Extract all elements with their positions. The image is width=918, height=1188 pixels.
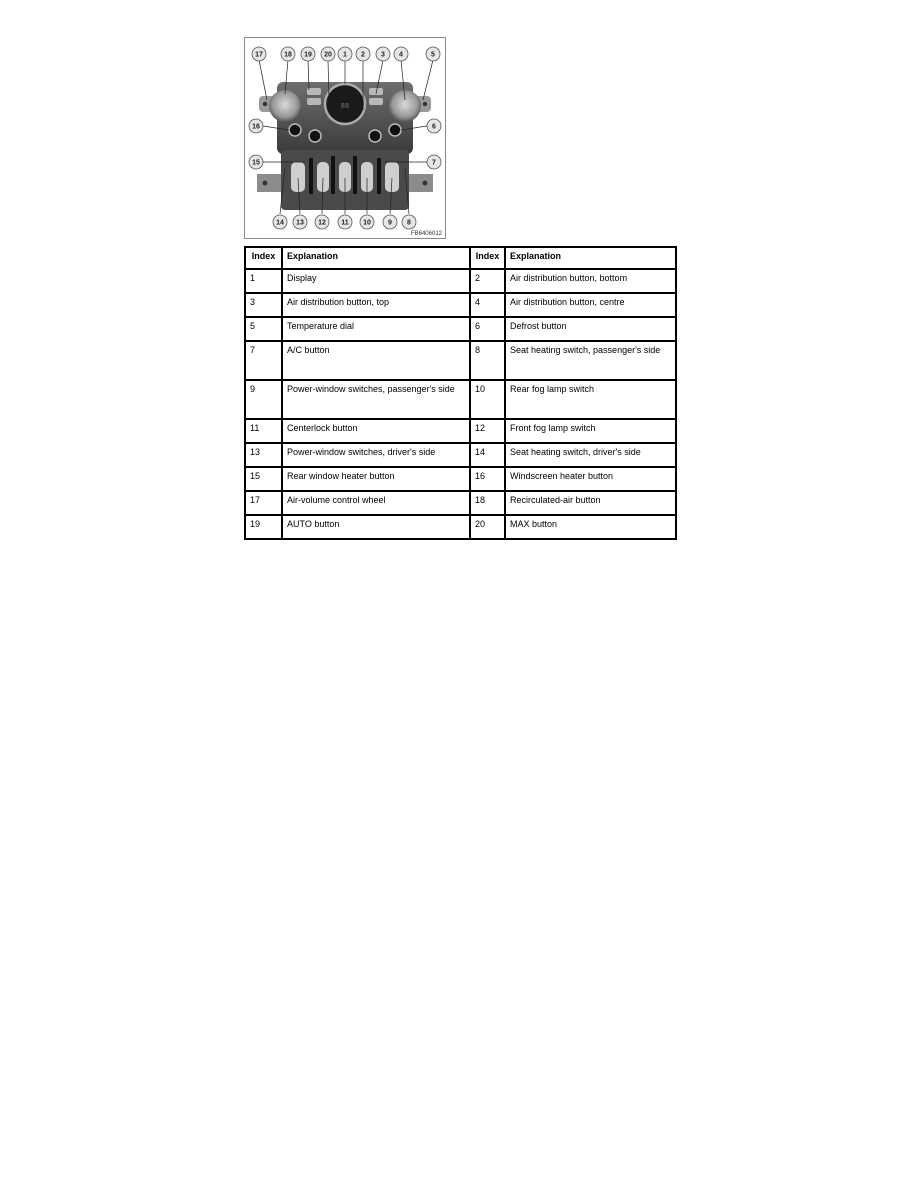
legend-table xyxy=(244,246,677,540)
index-cell: 6 xyxy=(470,317,505,341)
table-row xyxy=(245,467,676,491)
header-explanation-right: Explanation xyxy=(505,247,676,269)
callout-9: 9 xyxy=(388,219,392,227)
explanation-cell: Rear window heater button xyxy=(282,467,470,491)
callout-2: 2 xyxy=(361,51,365,59)
callout-16: 16 xyxy=(252,123,260,131)
index-cell: 7 xyxy=(245,341,282,380)
explanation-cell: Display xyxy=(282,269,470,293)
index-cell: 17 xyxy=(245,491,282,515)
explanation-cell: Recirculated-air button xyxy=(505,491,676,515)
explanation-cell: Defrost button xyxy=(505,317,676,341)
air-volume-wheel xyxy=(269,90,301,122)
index-cell: 10 xyxy=(470,380,505,419)
explanation-cell: Temperature dial xyxy=(282,317,470,341)
callout-20: 20 xyxy=(324,51,332,59)
index-cell: 19 xyxy=(245,515,282,539)
callout-8: 8 xyxy=(407,219,411,227)
explanation-cell: Power-window switches, driver's side xyxy=(282,443,470,467)
center-console-figure xyxy=(244,37,446,239)
table-row xyxy=(245,269,676,293)
table-row xyxy=(245,491,676,515)
callout-6: 6 xyxy=(432,123,436,131)
table-row xyxy=(245,293,676,317)
explanation-cell: Air distribution button, centre xyxy=(505,293,676,317)
index-cell: 3 xyxy=(245,293,282,317)
table-row xyxy=(245,419,676,443)
table-row xyxy=(245,443,676,467)
table-row xyxy=(245,515,676,539)
explanation-cell: Windscreen heater button xyxy=(505,467,676,491)
callout-10: 10 xyxy=(363,219,371,227)
explanation-cell: Power-window switches, passenger's side xyxy=(282,380,470,419)
explanation-cell: MAX button xyxy=(505,515,676,539)
index-cell: 18 xyxy=(470,491,505,515)
table-row xyxy=(245,317,676,341)
callout-17: 17 xyxy=(255,51,263,59)
index-cell: 9 xyxy=(245,380,282,419)
index-cell: 1 xyxy=(245,269,282,293)
table-row xyxy=(245,341,676,380)
index-cell: 14 xyxy=(470,443,505,467)
explanation-cell: AUTO button xyxy=(282,515,470,539)
table-row xyxy=(245,380,676,419)
index-cell: 13 xyxy=(245,443,282,467)
explanation-cell: Seat heating switch, driver's side xyxy=(505,443,676,467)
explanation-cell: A/C button xyxy=(282,341,470,380)
table-header-row xyxy=(245,247,676,269)
explanation-cell: Front fog lamp switch xyxy=(505,419,676,443)
header-explanation-left: Explanation xyxy=(282,247,470,269)
index-cell: 4 xyxy=(470,293,505,317)
explanation-cell: Air distribution button, top xyxy=(282,293,470,317)
index-cell: 16 xyxy=(470,467,505,491)
callout-1: 1 xyxy=(343,51,347,59)
center-console-illustration xyxy=(245,38,445,238)
explanation-cell: Seat heating switch, passenger's side xyxy=(505,341,676,380)
header-index-left: Index xyxy=(245,247,282,269)
callout-14: 14 xyxy=(276,219,284,227)
callout-11: 11 xyxy=(341,219,349,227)
callout-18: 18 xyxy=(284,51,292,59)
explanation-cell: Air-volume control wheel xyxy=(282,491,470,515)
header-index-right: Index xyxy=(470,247,505,269)
index-cell: 2 xyxy=(470,269,505,293)
index-cell: 20 xyxy=(470,515,505,539)
callout-3: 3 xyxy=(381,51,385,59)
temperature-dial xyxy=(389,90,421,122)
index-cell: 12 xyxy=(470,419,505,443)
index-cell: 8 xyxy=(470,341,505,380)
callout-19: 19 xyxy=(304,51,312,59)
figure-code: FB6406012 xyxy=(410,231,442,237)
callout-4: 4 xyxy=(399,51,403,59)
callout-5: 5 xyxy=(431,51,435,59)
explanation-cell: Centerlock button xyxy=(282,419,470,443)
svg-text:88: 88 xyxy=(340,103,350,111)
callout-7: 7 xyxy=(432,159,436,167)
explanation-cell: Air distribution button, bottom xyxy=(505,269,676,293)
callout-13: 13 xyxy=(296,219,304,227)
index-cell: 15 xyxy=(245,467,282,491)
index-cell: 11 xyxy=(245,419,282,443)
callout-15: 15 xyxy=(252,159,260,167)
index-cell: 5 xyxy=(245,317,282,341)
callout-12: 12 xyxy=(318,219,326,227)
explanation-cell: Rear fog lamp switch xyxy=(505,380,676,419)
